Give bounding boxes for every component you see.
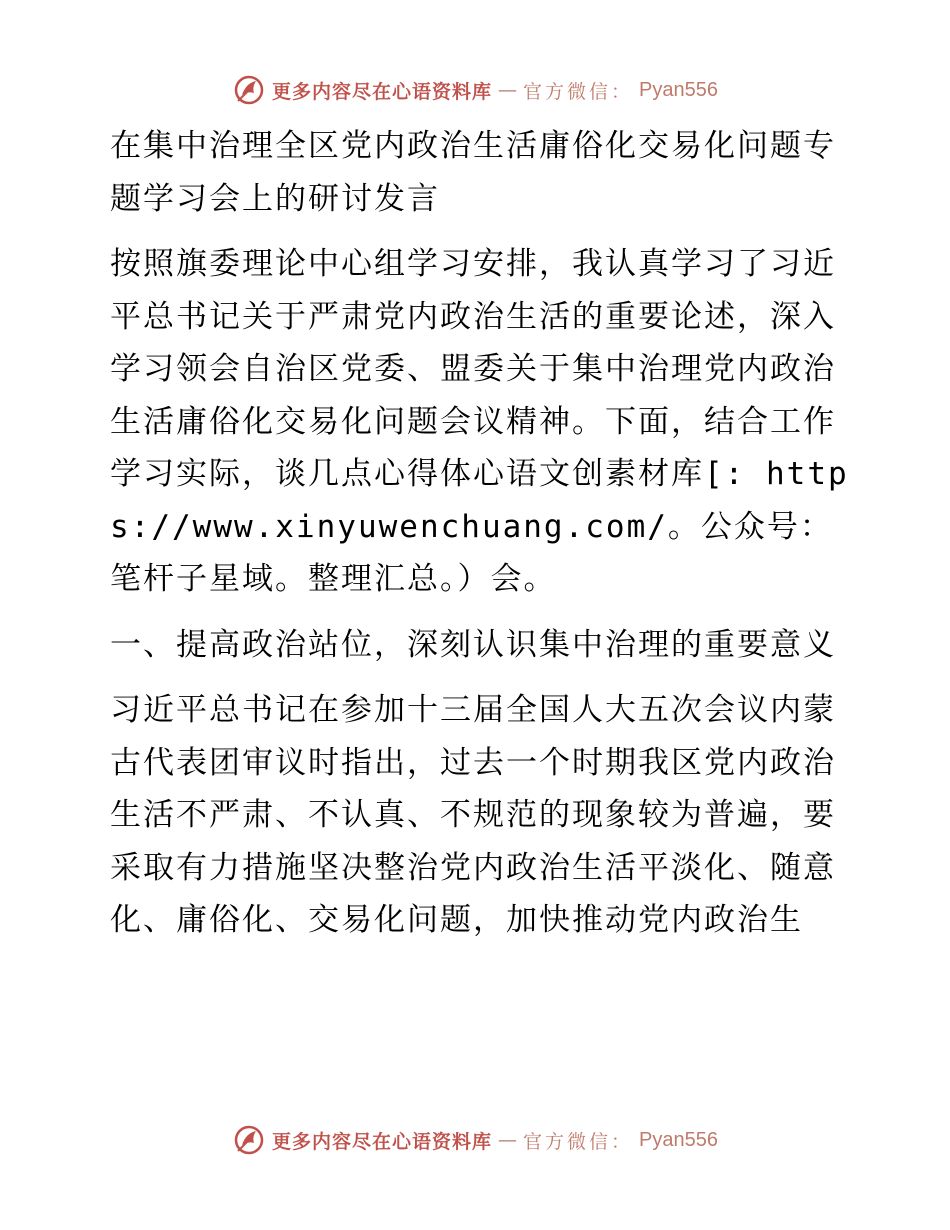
banner-wechat-label: 官方微信： — [523, 1130, 634, 1153]
logo-icon — [232, 1123, 266, 1157]
footer-watermark-banner — [0, 1120, 950, 1160]
banner-separator: — — [498, 79, 518, 101]
banner-wechat-id: Pyan556 — [639, 1128, 718, 1151]
paragraph-intro: 按照旗委理论中心组学习安排，我认真学习了习近平总书记关于严肃党内政治生活的重要论述，深入学习领会自治区党委、盟委关于集中治理党内政治生活庸俗化交易化问题会议精神。下面，结合工作学习实际，谈几点心得体心语文创素材库[: https://www.xinyuwenchuang.com/。公众号：笔杆子星域。整理汇总。）会。 — [110, 246, 849, 597]
section-heading-1: 一、提高政治站位，深刻认识集中治理的重要意义 — [110, 626, 836, 663]
banner-wechat-label: 官方微信： — [523, 80, 634, 103]
banner-wechat-id: Pyan556 — [639, 78, 718, 101]
banner-text: 更多内容尽在心语资料库 — [272, 1130, 493, 1153]
banner-separator: — — [498, 1129, 518, 1151]
logo-icon — [232, 73, 266, 107]
banner-text: 更多内容尽在心语资料库 — [272, 80, 493, 103]
paragraph-section-1: 习近平总书记在参加十三届全国人大五次会议内蒙古代表团审议时指出，过去一个时期我区党内政治生活不严肃、不认真、不规范的现象较为普遍，要采取有力措施坚决整治党内政治生活平淡化、随意化、庸俗化、交易化问题，加快推动党内政治生 — [110, 692, 836, 938]
document-body — [96, 120, 856, 947]
document-title: 在集中治理全区党内政治生活庸俗化交易化问题专题学习会上的研讨发言 — [110, 128, 836, 217]
header-watermark-banner — [0, 70, 950, 110]
